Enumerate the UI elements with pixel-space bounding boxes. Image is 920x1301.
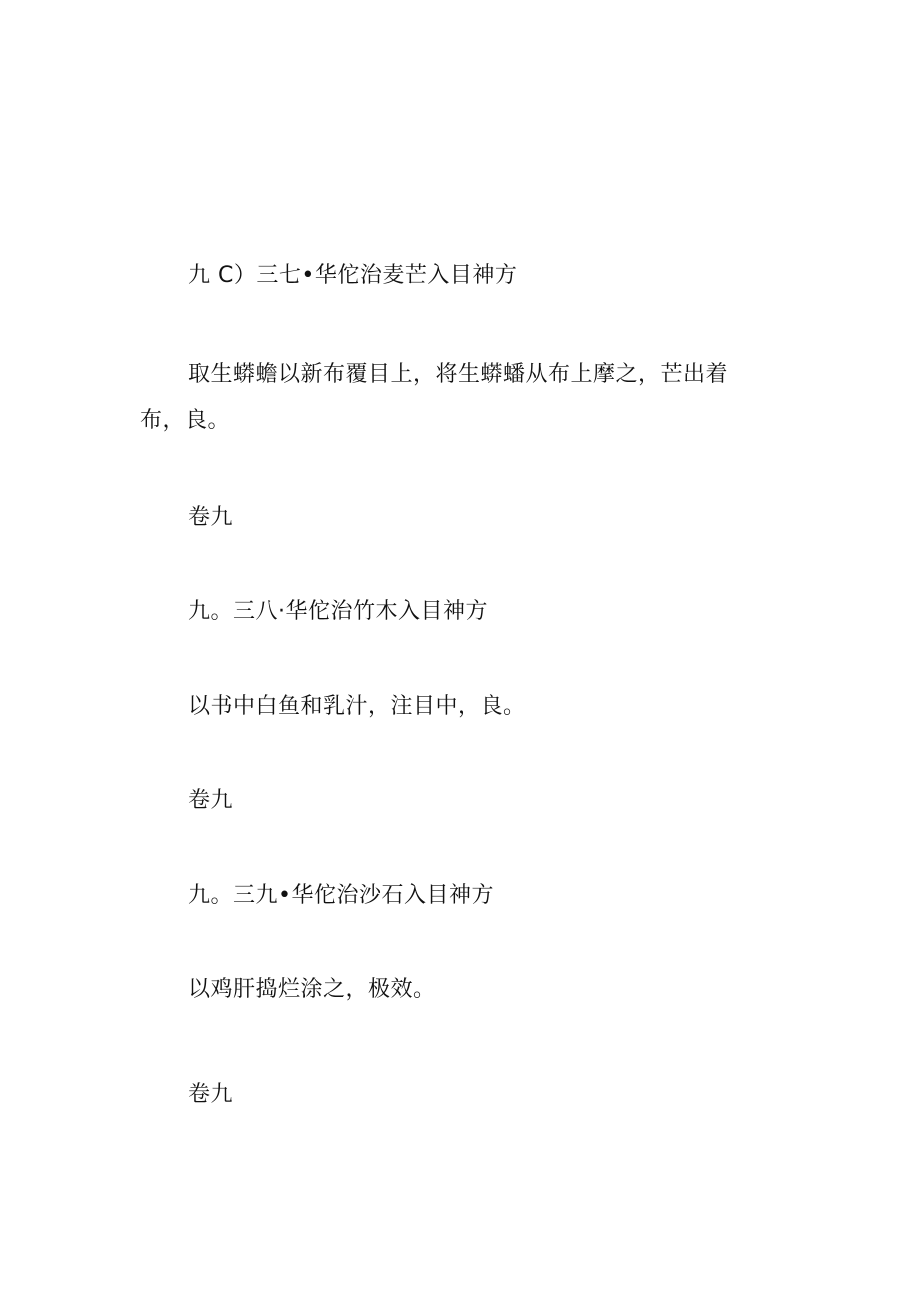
paragraph-line: 布，良。 xyxy=(140,408,231,433)
section-heading-939: 九。三九•华佗治沙石入目神方 xyxy=(188,883,494,908)
paragraph-line: 以书中白鱼和乳汁，注目中，良。 xyxy=(188,694,526,719)
volume-label: 卷九 xyxy=(188,505,234,530)
paragraph-line: 取生蟒蟾以新布覆目上，将生蟒蟠从布上摩之，芒出着 xyxy=(188,362,729,387)
section-heading-938: 九。三八·华佗治竹木入目神方 xyxy=(188,599,488,624)
section-heading-937: 九 C）三七•华佗治麦芒入目神方 xyxy=(188,263,518,288)
volume-label: 卷九 xyxy=(188,1082,234,1107)
paragraph-line: 以鸡肝捣烂涂之，极效。 xyxy=(188,977,436,1002)
volume-label: 卷九 xyxy=(188,788,234,813)
